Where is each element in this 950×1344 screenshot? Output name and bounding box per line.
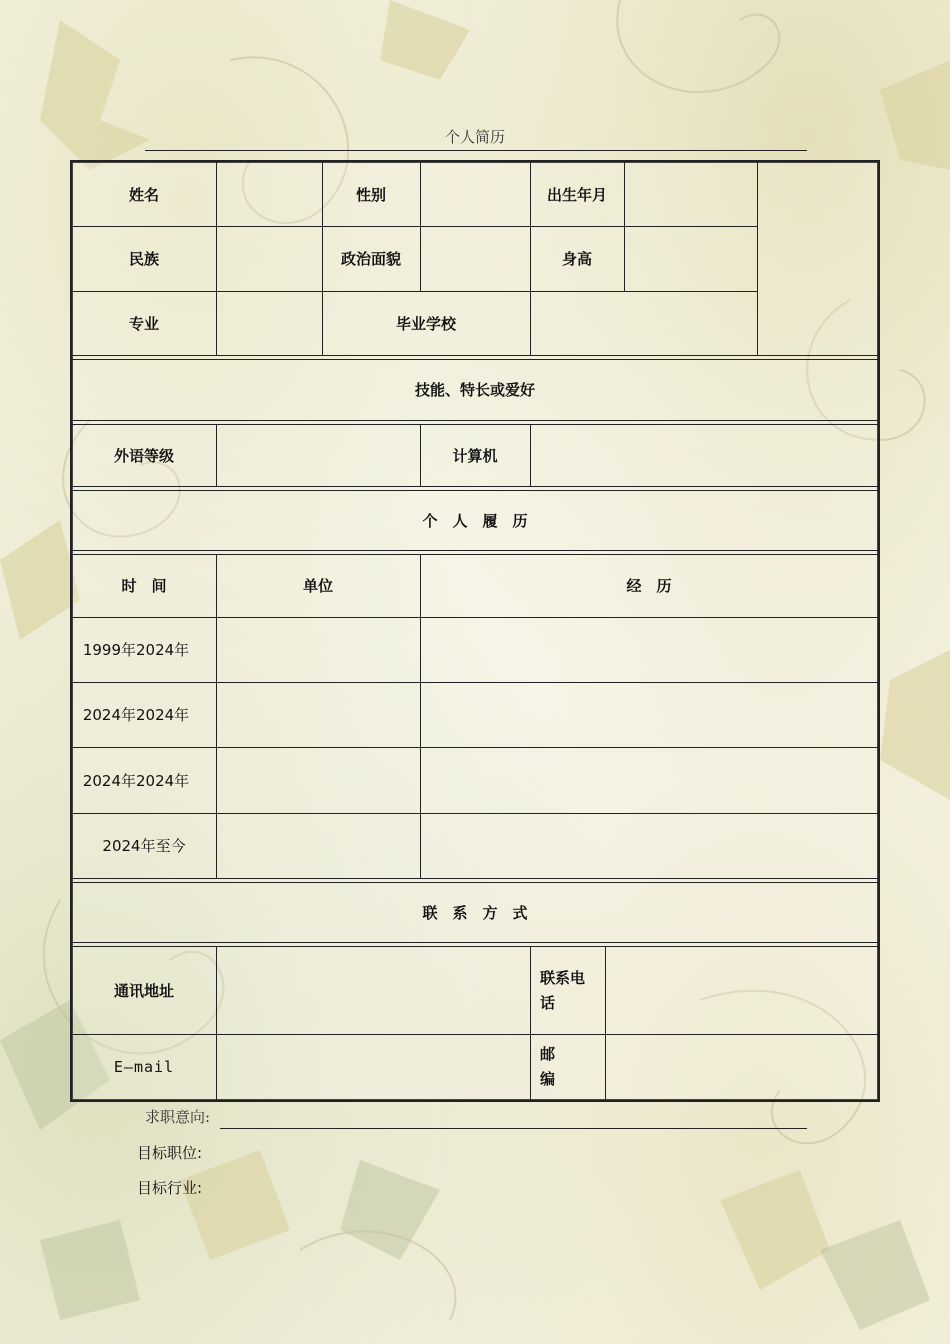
document-title: 个人简历 <box>444 128 505 146</box>
target-industry-label: 目标行业: <box>137 1179 203 1197</box>
phone-field[interactable] <box>605 946 878 1034</box>
birth-field[interactable] <box>624 162 757 226</box>
job-intent-label: 求职意向: <box>145 1108 211 1126</box>
phone-label: 联系电话 <box>540 969 586 1012</box>
address-label: 通讯地址 <box>113 981 174 1000</box>
language-field[interactable] <box>216 424 420 487</box>
history-row-unit[interactable] <box>216 617 420 682</box>
history-row-experience[interactable] <box>420 747 878 813</box>
gender-label: 性别 <box>355 185 386 204</box>
title-rule <box>145 150 807 151</box>
height-label: 身高 <box>561 250 592 268</box>
history-heading: 个 人 履 历 <box>422 511 528 530</box>
email-label: E—mail <box>113 1058 175 1076</box>
major-label: 专业 <box>128 315 159 333</box>
politics-field[interactable] <box>420 226 530 291</box>
school-label: 毕业学校 <box>395 315 456 333</box>
history-row-experience[interactable] <box>420 682 878 747</box>
computer-label: 计算机 <box>452 447 498 465</box>
history-row-time: 2024年2024年 <box>82 706 190 724</box>
postcode-field[interactable] <box>605 1034 878 1100</box>
history-row-unit[interactable] <box>216 747 420 813</box>
address-field[interactable] <box>216 946 530 1034</box>
history-row-experience[interactable] <box>420 813 878 878</box>
job-intent-line[interactable] <box>220 1128 807 1129</box>
target-position-label: 目标职位: <box>137 1144 203 1162</box>
gender-field[interactable] <box>420 162 530 226</box>
name-field[interactable] <box>216 162 322 226</box>
contact-heading: 联 系 方 式 <box>422 903 528 922</box>
ethnicity-field[interactable] <box>216 226 322 291</box>
politics-label: 政治面貌 <box>340 250 401 268</box>
skills-heading: 技能、特长或爱好 <box>414 380 535 399</box>
major-field[interactable] <box>216 291 322 356</box>
history-col-unit: 单位 <box>302 577 333 595</box>
birth-label: 出生年月 <box>546 185 607 204</box>
height-field[interactable] <box>624 226 757 291</box>
history-row-experience[interactable] <box>420 617 878 682</box>
postcode-label: 邮编 <box>540 1045 556 1088</box>
history-col-time: 时 间 <box>121 577 167 595</box>
computer-field[interactable] <box>530 424 878 487</box>
history-row-time: 2024年2024年 <box>82 771 190 790</box>
email-field[interactable] <box>216 1034 530 1100</box>
name-label: 姓名 <box>128 185 159 204</box>
language-label: 外语等级 <box>113 447 174 465</box>
history-row-time: 2024年至今 <box>102 837 186 855</box>
history-row-time: 1999年2024年 <box>82 641 190 659</box>
history-row-unit[interactable] <box>216 813 420 878</box>
school-field[interactable] <box>530 291 757 356</box>
photo-box[interactable] <box>757 162 878 356</box>
history-col-experience: 经 历 <box>626 577 672 595</box>
history-row-unit[interactable] <box>216 682 420 747</box>
ethnicity-label: 民族 <box>128 250 159 268</box>
